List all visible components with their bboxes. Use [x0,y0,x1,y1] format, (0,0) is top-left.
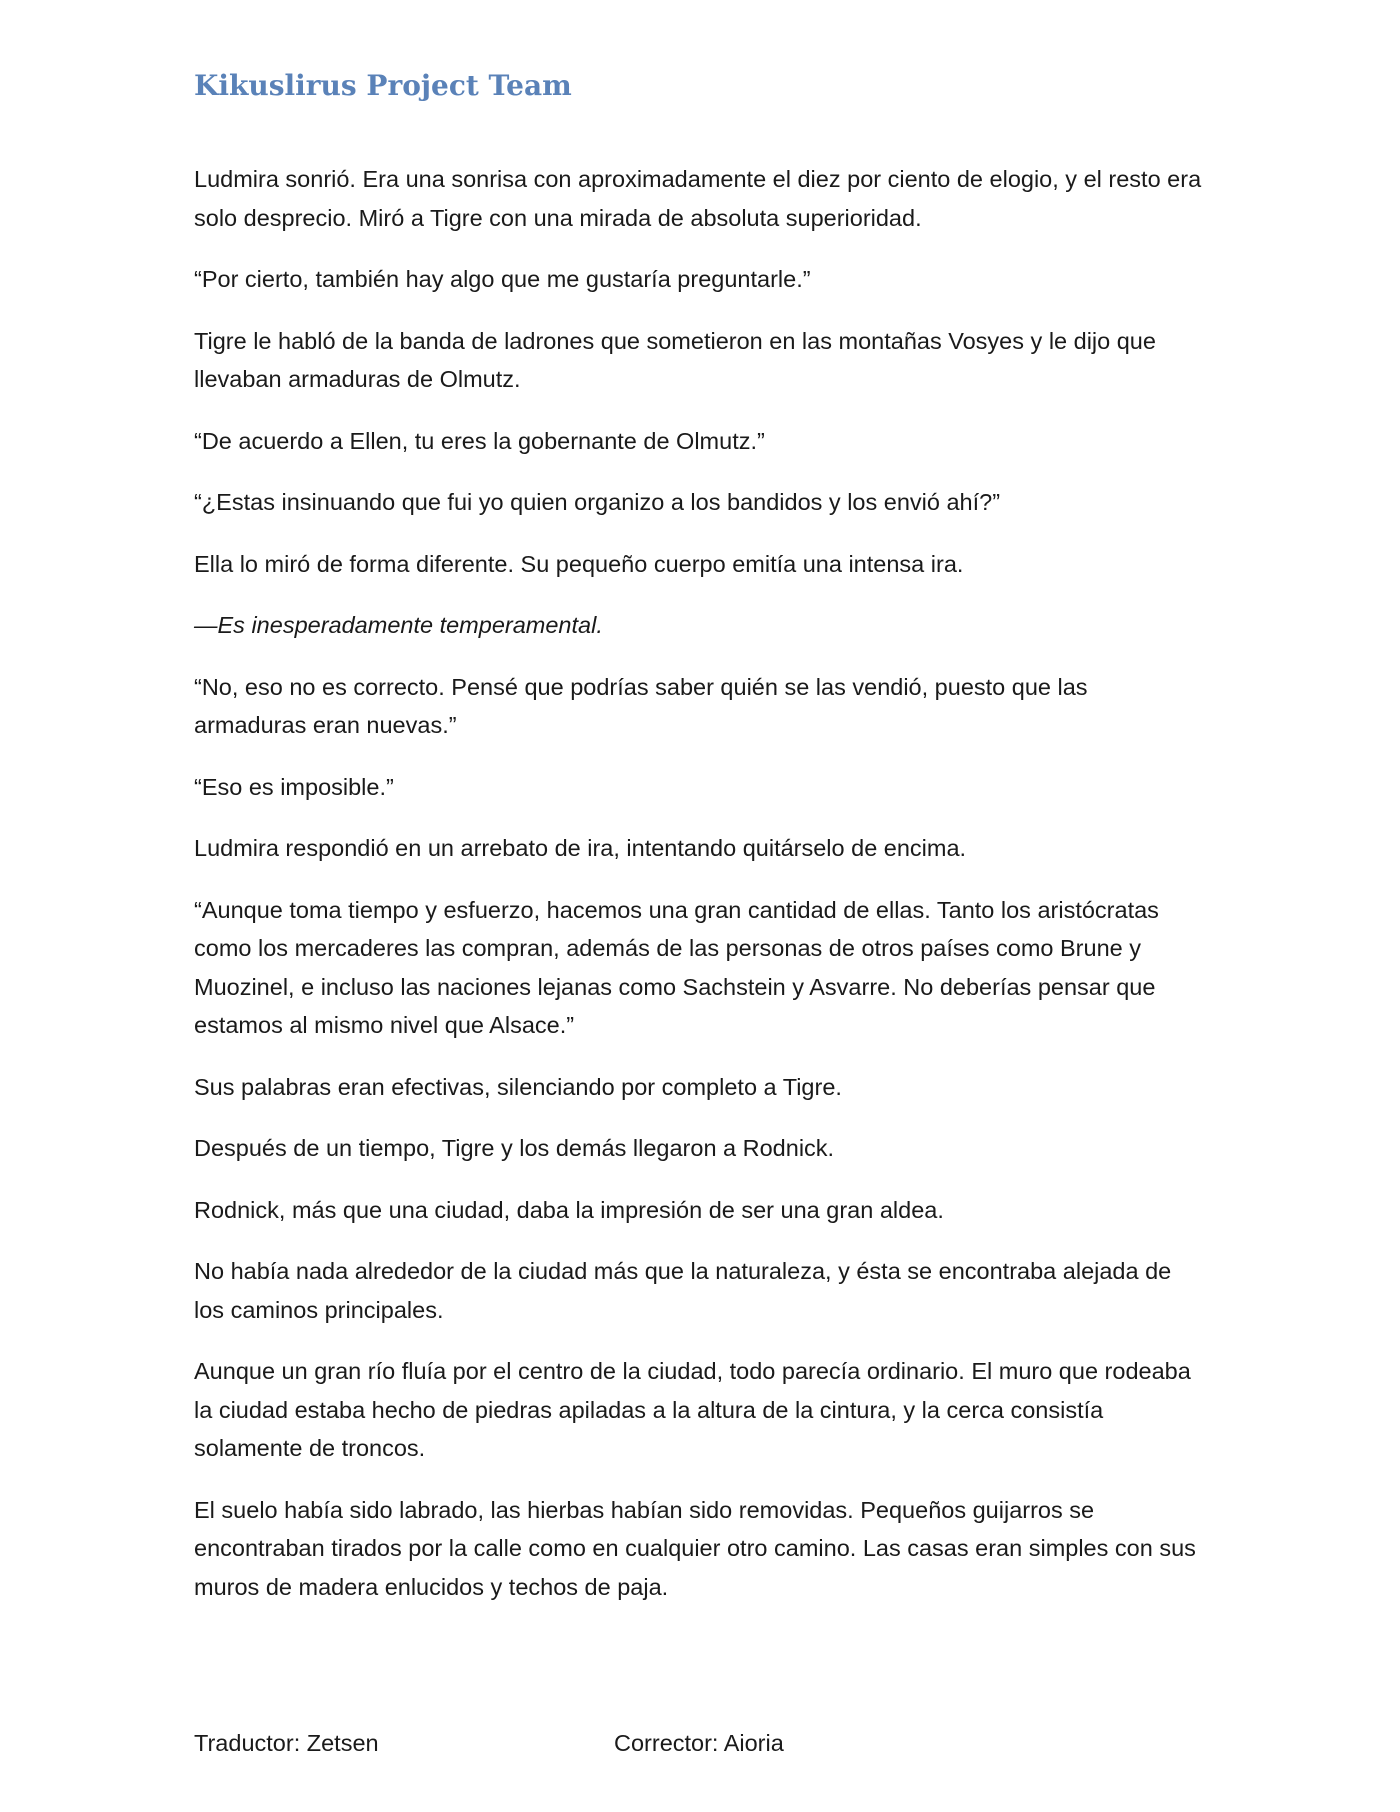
paragraph: “Eso es imposible.” [194,773,394,800]
paragraph: Ella lo miró de forma diferente. Su pequeño cuerpo emitía una intensa ira. [194,550,964,577]
paragraph: Tigre le habló de la banda de ladrones que sometieron en las montañas Vosyes y le dijo que llevaban armaduras de Olmutz. [194,327,1156,392]
paragraph: No había nada alrededor de la ciudad más que la naturaleza, y ésta se encontraba alejada de los caminos principales. [194,1258,1172,1323]
paragraph: “Aunque toma tiempo y esfuerzo, hacemos una gran cantidad de ellas. Tanto los aristócratas como los mercaderes las compran, además de las personas de otros países como Brune y Muozinel, e incluso las naciones lejanas como Sachstein y Asvarre. No deberías pensar que estamos al mismo nivel que Alsace.” [194,896,1159,1038]
footer-corrector: Corrector: Aioria [614,1730,784,1756]
footer-translator: Traductor: Zetsen [194,1730,379,1756]
paragraph: Rodnick, más que una ciudad, daba la impresión de ser una gran aldea. [194,1196,944,1223]
paragraph: “¿Estas insinuando que fui yo quien organizo a los bandidos y los envió ahí?” [194,489,1001,515]
paragraph: Ludmira respondió en un arrebato de ira, intentando quitárselo de encima. [194,835,967,861]
paragraph: Ludmira sonrió. Era una sonrisa con aproximadamente el diez por ciento de elogio, y el resto era solo desprecio. Miró a Tigre con una mirada de absoluta superioridad. [194,166,1202,231]
paragraph: “Por cierto, también hay algo que me gustaría preguntarle.” [194,266,811,292]
header-title: Kikuslirus Project Team [194,69,572,102]
document-body [194,160,1204,1629]
paragraph: Sus palabras eran efectivas, silenciando por completo a Tigre. [194,1073,842,1100]
paragraph: “De acuerdo a Ellen, tu eres la gobernante de Olmutz.” [194,427,765,454]
paragraph: Después de un tiempo, Tigre y los demás llegaron a Rodnick. [194,1135,835,1161]
page-footer [0,1723,1400,1763]
paragraph: “No, eso no es correcto. Pensé que podrías saber quién se las vendió, puesto que las armaduras eran nuevas.” [194,673,1088,738]
paragraph: —Es inesperadamente temperamental. [194,612,603,638]
paragraph: El suelo había sido labrado, las hierbas habían sido removidas. Pequeños guijarros se encontraban tirados por la calle como en cualquier otro camino. Las casas eran simples con sus muros de madera enlucidos y techos de paja. [194,1496,1196,1600]
paragraph: Aunque un gran río fluía por el centro de la ciudad, todo parecía ordinario. El muro que rodeaba la ciudad estaba hecho de piedras apiladas a la altura de la cintura, y la cerca consistía solamente de troncos. [194,1358,1191,1461]
